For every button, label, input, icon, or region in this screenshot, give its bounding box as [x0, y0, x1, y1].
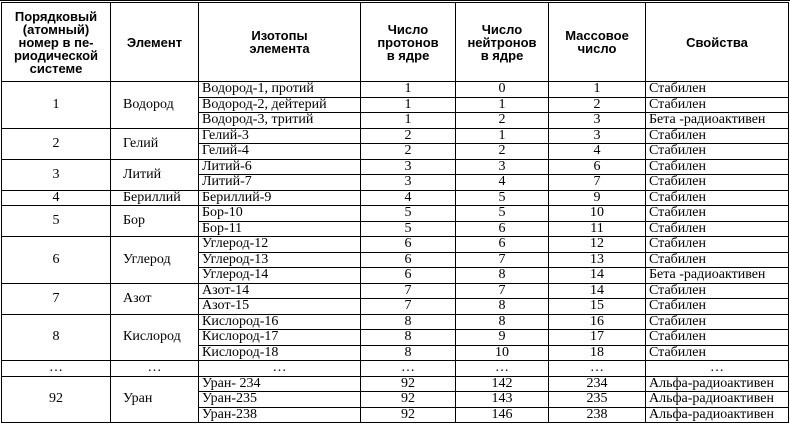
protons-cell: 92	[361, 392, 456, 408]
protons-cell: 6	[361, 268, 456, 284]
header-row	[2, 3, 789, 82]
protons-cell: 8	[361, 345, 456, 361]
protons-cell: 8	[361, 330, 456, 346]
property-cell: Альфа-радиоактивен	[646, 407, 789, 423]
element-name-cell: Водород	[111, 82, 199, 129]
neutrons-cell: 8	[456, 268, 549, 284]
neutrons-cell: 0	[456, 82, 549, 98]
neutrons-cell: …	[456, 361, 549, 377]
property-cell: Альфа-радиоактивен	[646, 392, 789, 408]
atomic-number-cell: 92	[2, 376, 111, 423]
protons-cell: 5	[361, 221, 456, 237]
header-number: Порядковый (атомный) номер в пе- риодической системе	[2, 3, 111, 82]
neutrons-cell: 142	[456, 376, 549, 392]
atomic-number-cell: 3	[2, 159, 111, 190]
header-element: Элемент	[111, 3, 199, 82]
protons-cell: …	[361, 361, 456, 377]
mass-number-cell: 12	[549, 237, 646, 253]
property-cell: Стабилен	[646, 206, 789, 222]
property-cell: Стабилен	[646, 221, 789, 237]
atomic-number-cell: 7	[2, 283, 111, 314]
neutrons-cell: 7	[456, 283, 549, 299]
isotope-cell: Водород-3, тритий	[199, 113, 361, 129]
table-row	[2, 82, 789, 98]
table-body	[2, 82, 789, 423]
table-row	[2, 283, 789, 299]
atomic-number-cell: …	[2, 361, 111, 377]
header-protons: Число протонов в ядре	[361, 3, 456, 82]
mass-number-cell: 14	[549, 268, 646, 284]
table-row	[2, 361, 789, 377]
neutrons-cell: 2	[456, 144, 549, 160]
atomic-number-cell: 6	[2, 237, 111, 284]
element-name-cell: Азот	[111, 283, 199, 314]
neutrons-cell: 5	[456, 190, 549, 206]
mass-number-cell: 3	[549, 128, 646, 144]
protons-cell: 1	[361, 97, 456, 113]
element-name-cell: Бериллий	[111, 190, 199, 206]
isotope-cell: Кислород-16	[199, 314, 361, 330]
neutrons-cell: 143	[456, 392, 549, 408]
property-cell: Стабилен	[646, 345, 789, 361]
atomic-number-cell: 4	[2, 190, 111, 206]
protons-cell: 4	[361, 190, 456, 206]
isotope-cell: Литий-7	[199, 175, 361, 191]
mass-number-cell: 11	[549, 221, 646, 237]
neutrons-cell: 6	[456, 237, 549, 253]
property-cell: Стабилен	[646, 175, 789, 191]
isotope-cell: Гелий-4	[199, 144, 361, 160]
isotope-cell: Бериллий-9	[199, 190, 361, 206]
isotope-cell: Уран-235	[199, 392, 361, 408]
element-name-cell: Гелий	[111, 128, 199, 159]
mass-number-cell: 18	[549, 345, 646, 361]
element-name-cell: Кислород	[111, 314, 199, 361]
isotope-cell: Уран- 234	[199, 376, 361, 392]
property-cell: Стабилен	[646, 299, 789, 315]
isotope-cell: …	[199, 361, 361, 377]
table-row	[2, 206, 789, 222]
mass-number-cell: 234	[549, 376, 646, 392]
neutrons-cell: 8	[456, 314, 549, 330]
property-cell: Стабилен	[646, 159, 789, 175]
isotope-cell: Кислород-17	[199, 330, 361, 346]
element-name-cell: Уран	[111, 376, 199, 423]
property-cell: Стабилен	[646, 252, 789, 268]
table-row	[2, 128, 789, 144]
neutrons-cell: 7	[456, 252, 549, 268]
mass-number-cell: 16	[549, 314, 646, 330]
mass-number-cell: 9	[549, 190, 646, 206]
protons-cell: 5	[361, 206, 456, 222]
protons-cell: 6	[361, 237, 456, 253]
element-name-cell: Углерод	[111, 237, 199, 284]
neutrons-cell: 8	[456, 299, 549, 315]
mass-number-cell: 4	[549, 144, 646, 160]
protons-cell: 1	[361, 82, 456, 98]
neutrons-cell: 1	[456, 128, 549, 144]
mass-number-cell: 2	[549, 97, 646, 113]
table-row	[2, 376, 789, 392]
property-cell: Стабилен	[646, 190, 789, 206]
neutrons-cell: 146	[456, 407, 549, 423]
isotope-cell: Гелий-3	[199, 128, 361, 144]
mass-number-cell: 13	[549, 252, 646, 268]
mass-number-cell: …	[549, 361, 646, 377]
table-header	[2, 3, 789, 82]
mass-number-cell: 6	[549, 159, 646, 175]
property-cell: Стабилен	[646, 144, 789, 160]
property-cell: Стабилен	[646, 283, 789, 299]
property-cell: Альфа-радиоактивен	[646, 376, 789, 392]
mass-number-cell: 14	[549, 283, 646, 299]
protons-cell: 92	[361, 407, 456, 423]
isotope-cell: Бор-11	[199, 221, 361, 237]
neutrons-cell: 1	[456, 97, 549, 113]
protons-cell: 8	[361, 314, 456, 330]
mass-number-cell: 17	[549, 330, 646, 346]
property-cell: Стабилен	[646, 237, 789, 253]
atomic-number-cell: 1	[2, 82, 111, 129]
element-name-cell: …	[111, 361, 199, 377]
header-neutrons: Число нейтронов в ядре	[456, 3, 549, 82]
header-properties: Свойства	[646, 3, 789, 82]
neutrons-cell: 5	[456, 206, 549, 222]
neutrons-cell: 10	[456, 345, 549, 361]
mass-number-cell: 3	[549, 113, 646, 129]
property-cell: Стабилен	[646, 314, 789, 330]
protons-cell: 1	[361, 113, 456, 129]
property-cell: …	[646, 361, 789, 377]
isotope-cell: Азот-14	[199, 283, 361, 299]
protons-cell: 3	[361, 159, 456, 175]
mass-number-cell: 15	[549, 299, 646, 315]
isotope-cell: Углерод-12	[199, 237, 361, 253]
isotope-cell: Углерод-14	[199, 268, 361, 284]
protons-cell: 2	[361, 128, 456, 144]
isotope-cell: Водород-2, дейтерий	[199, 97, 361, 113]
element-name-cell: Бор	[111, 206, 199, 237]
isotope-cell: Углерод-13	[199, 252, 361, 268]
property-cell: Стабилен	[646, 82, 789, 98]
table-row	[2, 237, 789, 253]
mass-number-cell: 10	[549, 206, 646, 222]
neutrons-cell: 2	[456, 113, 549, 129]
protons-cell: 92	[361, 376, 456, 392]
header-isotopes: Изотопы элемента	[199, 3, 361, 82]
table-row	[2, 314, 789, 330]
neutrons-cell: 6	[456, 221, 549, 237]
neutrons-cell: 9	[456, 330, 549, 346]
property-cell: Стабилен	[646, 330, 789, 346]
neutrons-cell: 4	[456, 175, 549, 191]
isotopes-table	[1, 2, 789, 423]
protons-cell: 3	[361, 175, 456, 191]
table-row	[2, 159, 789, 175]
atomic-number-cell: 8	[2, 314, 111, 361]
protons-cell: 7	[361, 283, 456, 299]
isotope-cell: Азот-15	[199, 299, 361, 315]
table-row	[2, 190, 789, 206]
property-cell: Стабилен	[646, 97, 789, 113]
atomic-number-cell: 5	[2, 206, 111, 237]
isotope-cell: Литий-6	[199, 159, 361, 175]
protons-cell: 7	[361, 299, 456, 315]
mass-number-cell: 1	[549, 82, 646, 98]
neutrons-cell: 3	[456, 159, 549, 175]
protons-cell: 6	[361, 252, 456, 268]
top-rule	[0, 0, 790, 1]
property-cell: Бета -радиоактивен	[646, 268, 789, 284]
mass-number-cell: 238	[549, 407, 646, 423]
property-cell: Бета -радиоактивен	[646, 113, 789, 129]
property-cell: Стабилен	[646, 128, 789, 144]
isotope-cell: Бор-10	[199, 206, 361, 222]
mass-number-cell: 7	[549, 175, 646, 191]
isotope-cell: Уран-238	[199, 407, 361, 423]
isotope-cell: Водород-1, протий	[199, 82, 361, 98]
isotope-cell: Кислород-18	[199, 345, 361, 361]
element-name-cell: Литий	[111, 159, 199, 190]
header-mass: Массовое число	[549, 3, 646, 82]
mass-number-cell: 235	[549, 392, 646, 408]
protons-cell: 2	[361, 144, 456, 160]
atomic-number-cell: 2	[2, 128, 111, 159]
